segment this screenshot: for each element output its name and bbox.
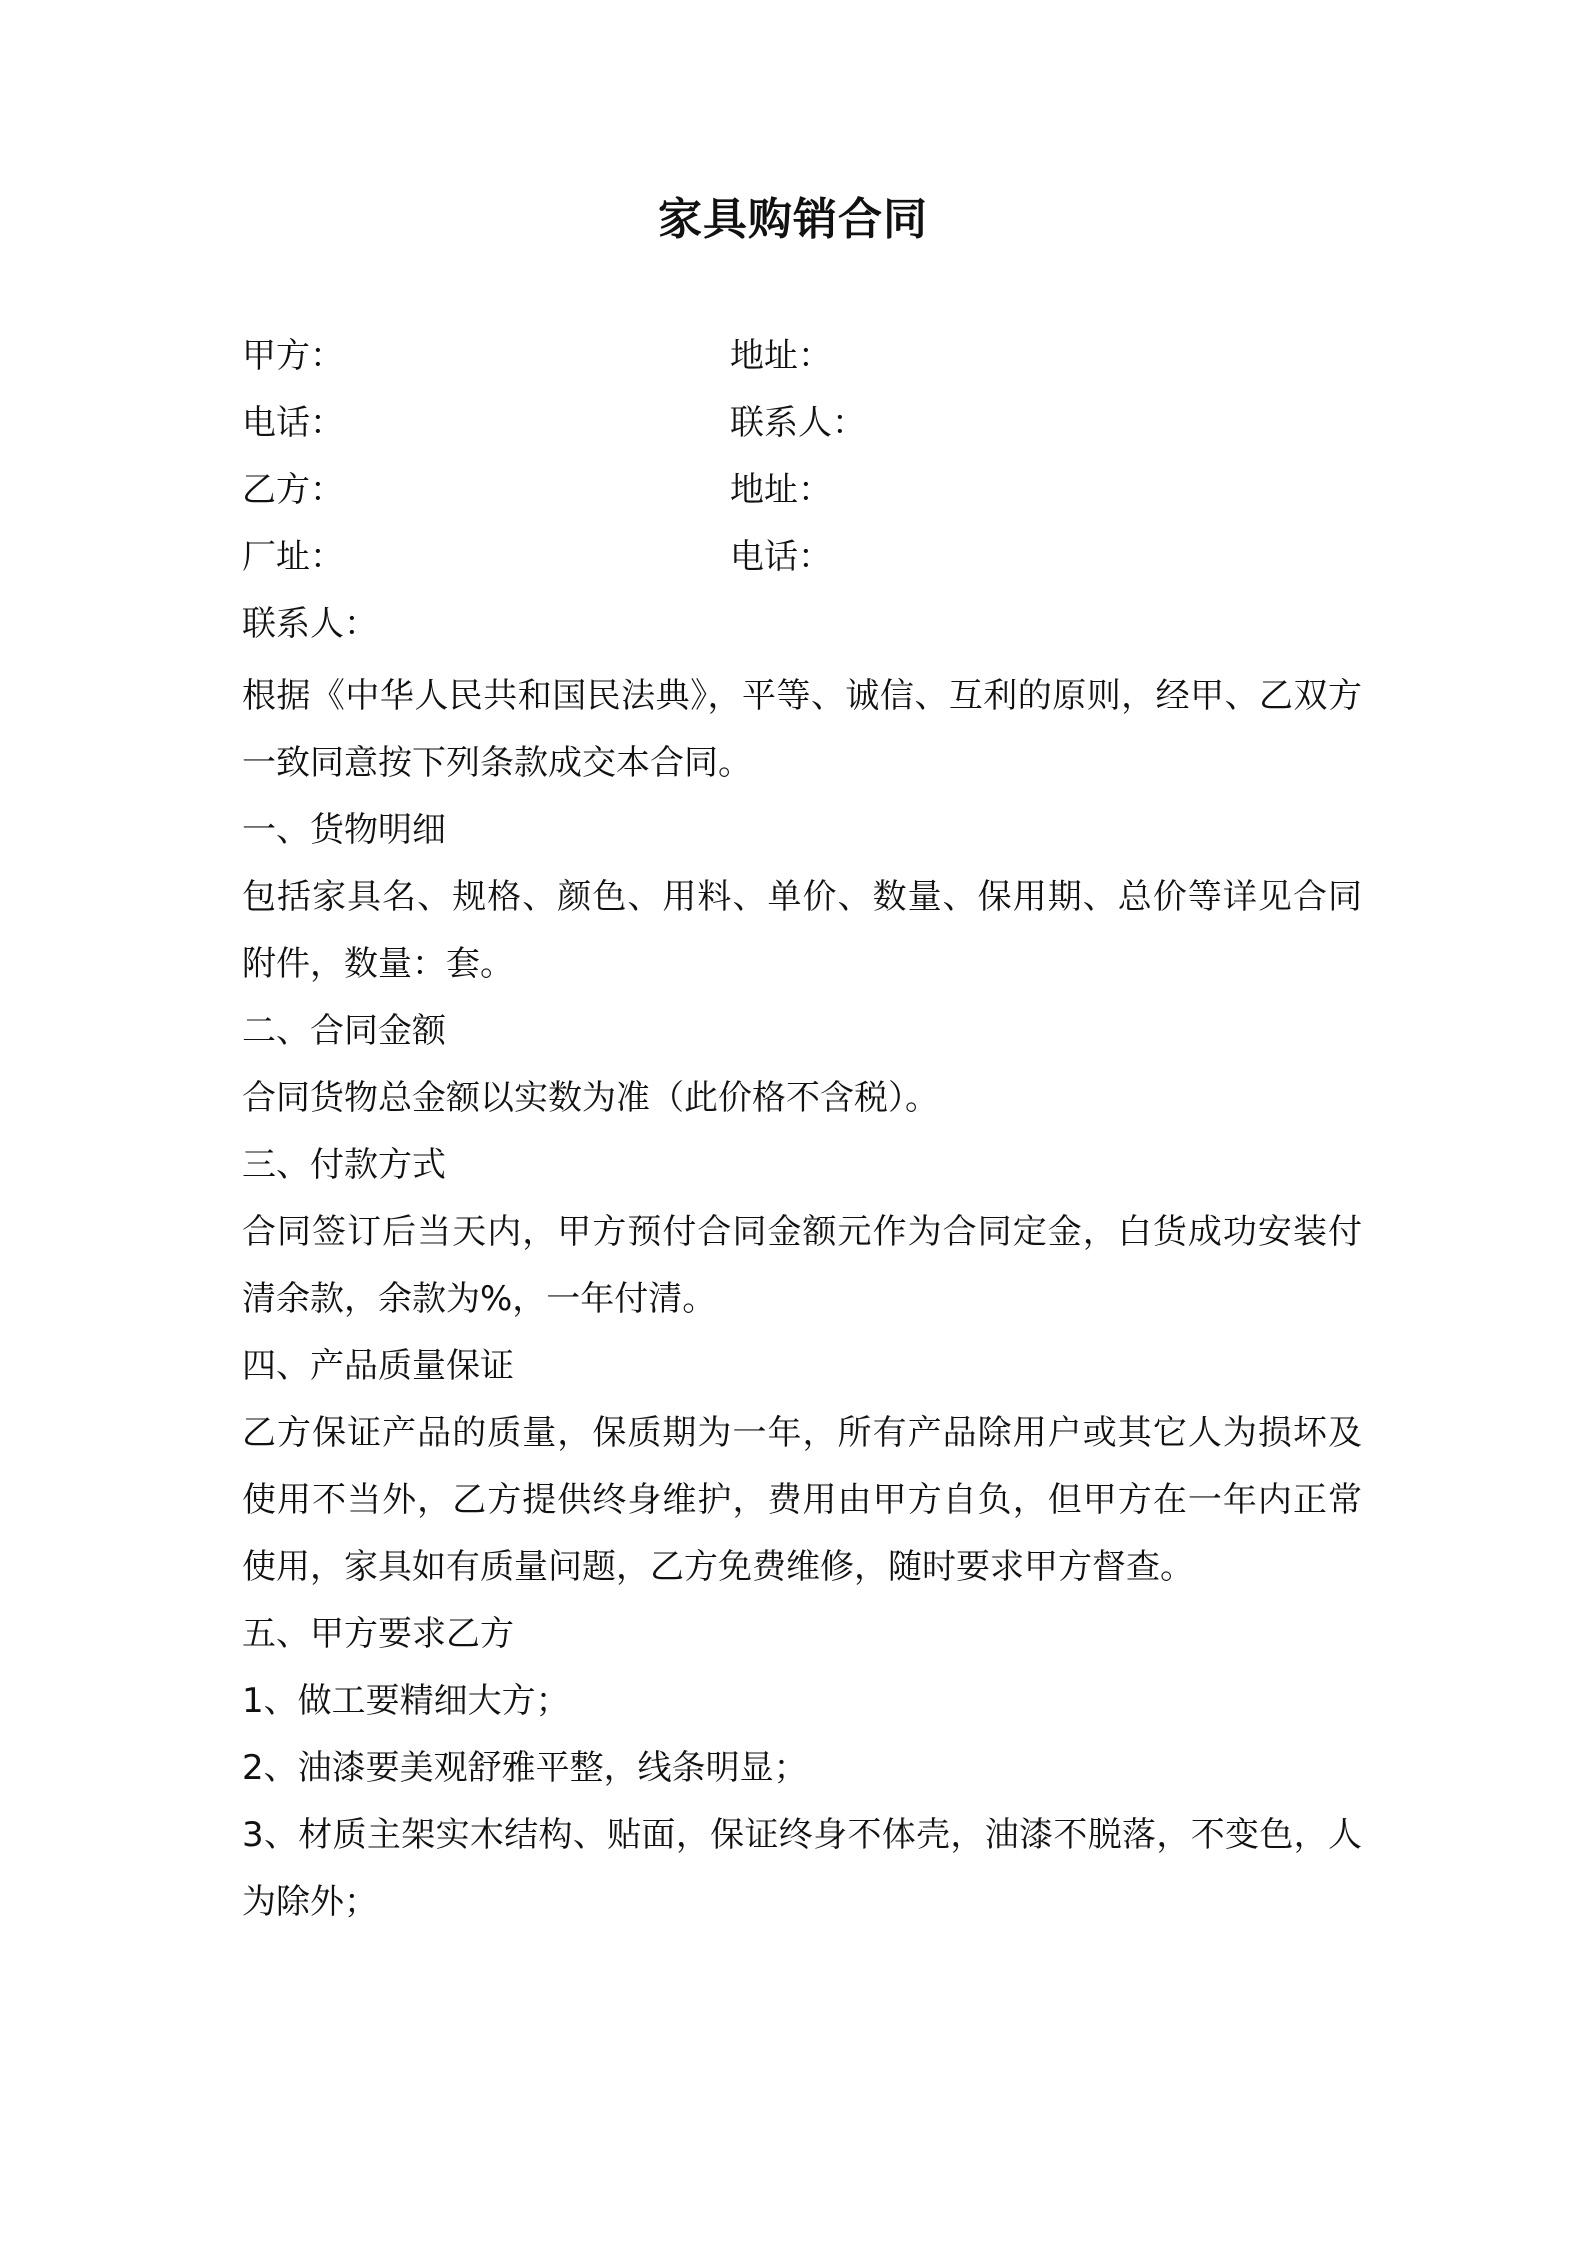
party-a-phone-label: 电话： xyxy=(242,403,344,443)
party-b-contact-row xyxy=(242,594,1362,654)
party-b-address-label: 地址： xyxy=(730,470,832,510)
party-a-label: 甲方： xyxy=(242,336,344,376)
section-amount-paragraph: 合同货物总金额以实数为准（此价格不含税）。 xyxy=(242,1078,939,1118)
party-a-contact-row xyxy=(242,393,1362,453)
party-b-contact-person-label: 联系人： xyxy=(242,604,378,644)
contract-title: 家具购销合同 xyxy=(658,194,928,245)
section-heading-quality: 四、产品质量保证 xyxy=(242,1346,514,1386)
section-heading-payment: 三、付款方式 xyxy=(242,1145,446,1185)
party-b-label: 乙方： xyxy=(242,470,344,510)
requirement-item-1: 1、做工要精细大方； xyxy=(242,1681,570,1721)
requirement-item-2: 2、油漆要美观舒雅平整，线条明显； xyxy=(242,1748,808,1788)
party-b-row xyxy=(242,460,1362,520)
section-goods-paragraph: 包括家具名、规格、颜色、用料、单价、数量、保用期、总价等详见合同附件，数量：套。 xyxy=(242,877,1362,984)
section-quality-paragraph: 乙方保证产品的质量，保质期为一年，所有产品除用户或其它人为损坏及使用不当外，乙方提供终身维护，费用由甲方自负，但甲方在一年内正常使用，家具如有质量问题，乙方免费维修，随时要求甲方督查。 xyxy=(242,1413,1362,1587)
party-b-phone-label: 电话： xyxy=(730,537,832,577)
party-b-factory-address-label: 厂址： xyxy=(242,537,344,577)
section-heading-requirements: 五、甲方要求乙方 xyxy=(242,1614,514,1654)
contract-body xyxy=(242,663,1362,1936)
requirement-item-3: 3、材质主架实木结构、贴面，保证终身不体壳，油漆不脱落，不变色，人为除外； xyxy=(242,1815,1362,1922)
party-a-contact-person-label: 联系人： xyxy=(730,403,866,443)
section-heading-amount: 二、合同金额 xyxy=(242,1011,446,1051)
party-b-factory-row xyxy=(242,527,1362,587)
party-a-address-label: 地址： xyxy=(730,336,832,376)
party-a-row xyxy=(242,326,1362,386)
intro-paragraph: 根据《中华人民共和国民法典》，平等、诚信、互利的原则，经甲、乙双方一致同意按下列条款成交本合同。 xyxy=(242,676,1362,783)
section-payment-paragraph: 合同签订后当天内，甲方预付合同金额元作为合同定金，白货成功安装付清余款，余款为%，一年付清。 xyxy=(242,1212,1362,1319)
section-heading-goods: 一、货物明细 xyxy=(242,810,446,850)
